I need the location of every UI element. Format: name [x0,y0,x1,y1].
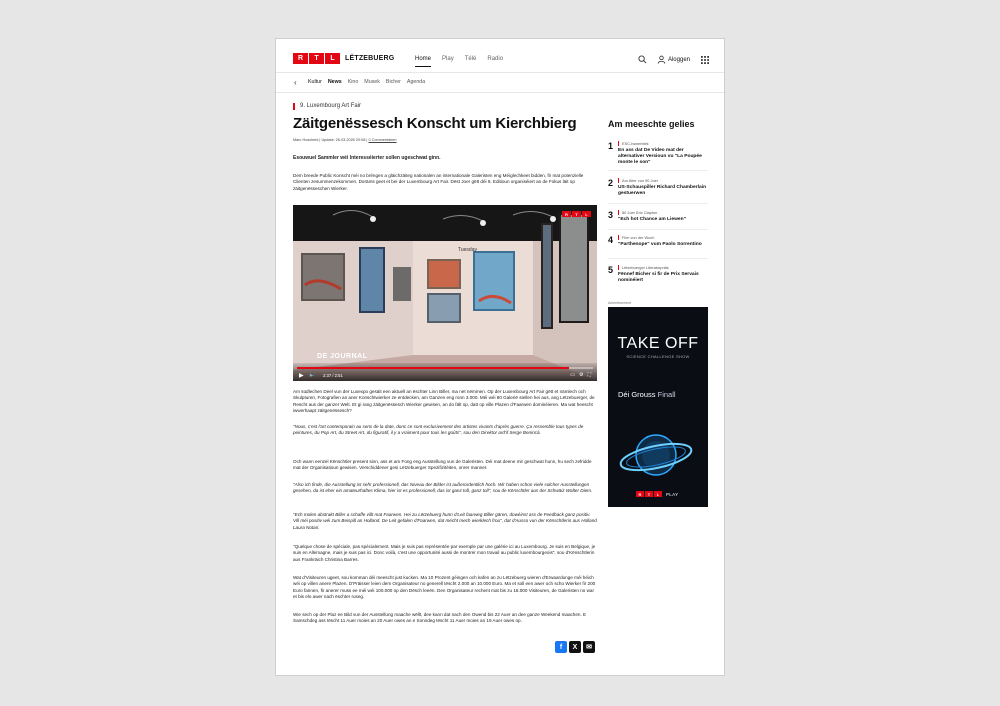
header-actions [638,55,709,64]
logo-letter: T [572,211,581,217]
subnav-kultur[interactable]: Kultur [308,79,322,85]
most-read-item[interactable] [608,210,708,230]
share-buttons [555,641,595,653]
article-paragraph: "Quelque chose de spéciale, pas spécialement. Mais je suis pas représentée par exemple par une galérie ici au Luxembourg. Je suis en Belgique, je suis en Allemagne, mais je suis pas ici. Donc voilà, c'est une opportunité aussi de montrer mon travail au public luxembourgeois", sou d'Kënschtlerin aus Frankräich Christina Barres. [293,544,596,562]
video-progress-bar[interactable] [297,367,593,369]
update-time: Update: 26.03.2026 20:08 [321,138,366,142]
ad-title: TAKE OFF [617,335,699,352]
author-name[interactable]: Marc Hoscheid [293,138,319,142]
article-paragraph: Wat d'Visiteuren ugeet, sou komman déi meescht just kucken. Ma 10 Prozent géingen och kafen an zu Lëtzebuerg wieren d'Erwaardunge méi héich wéi op villen anere Plazen. D'Präisser leien dem Organisateur no generell tëscht 2.000 an 10.000 Euro. Ma et soll een awer och scho Wierker fir 200 Euro fannen, fir anerer muss ee méi wéi 100.000 op den Dësch leeën. Den Organisateur rechent mat bis zu 18.000 Visiteuren, de Galeristen no war et bis elo awer nach ëschter ruseg. [293,575,596,600]
most-read-item[interactable] [608,235,708,259]
ad-headline-a: Déi Grouss [618,390,656,399]
article-quote: "Also ich finde, die Ausstellung ist sehr professionell, das Niveau der Bilder ist außerordentlich hoch. Wir haben schon viele solcher Ausstellungen gesehen, da ist eher ein amateurhaftes Klima, hier ist es professionell, das ist ganz toll, ganz toll", sou de Kënschtler aus der Schwäiz Walter Diem. [293,482,593,494]
article-paragraph: Och wann eenzel Kënschtler present sinn, ass et am Fong eng Ausstellung vun de Galeristen. Déi mat deene mir geschwat hunn, hu sech zefridde mat der Organisatioun gewisen. Verschiddener gesi Lëtzebuerger Spezifizitéiten, onrer manner. [293,459,592,471]
brand-name: LËTZEBUERG [345,55,395,62]
mail-icon[interactable]: ✉ [583,641,595,653]
most-read-title: Am meeschte gelies [608,119,695,129]
video-player[interactable] [293,205,597,381]
subnav-bicher[interactable]: Bicher [385,79,401,85]
most-read-item[interactable] [608,178,708,204]
logo-letter: L [582,211,591,217]
play-icon[interactable]: ▶ [299,373,304,379]
logo-letter: R [636,491,644,497]
video-controls [293,363,597,381]
video-rtl-logo [562,211,591,217]
nav-radio[interactable]: Radio [487,56,504,62]
apps-grid-icon[interactable] [701,56,709,64]
article-page [275,38,725,676]
rank-number: 4 [608,235,614,245]
ad-orbit-graphic [608,419,708,489]
ad-play-label: PLAY [666,491,679,497]
volume-icon[interactable]: 🔈 [309,372,316,378]
article-lead: Esouwuel Sammler wéi Interesséierter sollen ugeschwat ginn. [293,155,441,161]
article-quote: "Nous, c'est l'art contemporain au sens de la date, donc ce sont exclusivement des artistes vivants d'après guerre. Ça ressemble tous types de peintures, du Pop Art, du Street Art, du figuratif, il y a vraiment pour tous les goûts", sou den Direktor ard'if Serge Benincà. [293,424,584,436]
section-nav [308,79,425,85]
ad-subtitle: SCIENCE CHALLENGE SHOW [626,354,690,359]
comments-link[interactable]: 0 Commentairen [368,138,397,142]
logo-letter: R [562,211,571,217]
most-read-item[interactable] [608,141,708,171]
logo-letter: T [309,53,324,64]
login-link[interactable]: Aloggen [667,56,690,63]
wall-sign: Tuesday [458,247,477,253]
nav-tele[interactable]: Télé [464,56,477,62]
nav-play[interactable]: Play [442,56,454,62]
video-progress-fill [297,367,569,369]
article-intro: Dem breede Public Konscht méi no bréngen a gläichzäiteg nationalen an internationale Galeristen eng Méiglechkeet bidden, fir mat potenzielle Clienten zesummenzekommen. Doräms geet et bei der Luxembourg Art Fair. Dëst Joer gëtt déi 9. Editioun organiséiert an de Fokus läit op zäitgenësseschen Wierker. [293,173,584,191]
ad-headline-b: Finall [657,390,676,399]
article-title: Zäitgenëssesch Konscht um Kierchbierg [293,115,577,132]
rank-category: Film vun der Woch [618,235,654,240]
rank-category: ESC-Iwwerblek [618,141,649,146]
nav-home[interactable]: Home [415,56,432,62]
logo-letter: T [645,491,653,497]
rank-category: Am Alter vun 90 Joer [618,178,658,183]
ad-headline [618,390,676,399]
rank-number: 5 [608,265,614,275]
back-chevron-icon[interactable]: ‹ [294,78,297,87]
rank-title: Fënnef Bicher si fir de Prix Servais nominéiert [618,272,699,283]
rank-title: "Ech hot Chance am Liewen" [618,217,686,222]
subnav-news[interactable]: News [327,79,342,85]
rank-title: US-Schauspiller Richard Chamberlain gestuerwen [618,185,707,196]
ad-rtl-play-logo [636,491,678,497]
logo-letter: L [654,491,662,497]
x-icon[interactable]: X [569,641,581,653]
article-paragraph: Wie sech op der Plaz ee Bild vun der Ausstellung maache wëllt, dee kann dat nach den Owend bis 22 Auer an dee ganze Weekend maachen. E Samschdeg ass tëscht 11 Auer moies an 20 Auer owes an e Sonndeg tëscht 11 Auer moies an 19 Auer owes op. [293,612,587,624]
top-navigation-bar [276,39,725,73]
subtitles-icon[interactable]: ▭ [570,372,575,378]
video-right-controls [570,372,591,378]
fullscreen-icon[interactable]: ⛶ [587,372,591,378]
subnav-agenda[interactable]: Agenda [406,79,426,85]
rank-number: 2 [608,178,614,188]
article-paragraph: Am südlechen Deel vun der Luxexpo gesäit een aktuell an ëschter Linn Biller, ma net nëmmen. Op der Luxembourg Art Fair gëtt et nämlech och Skulpturen, Fotografien an aner Konschtwierker ze entdecken, am Ganzen eng ronn 3.000. Méi wéi 80 Galerië stellen hei aus, ang Lëtzebuerger, de Rescht aus der ganzer Welt. Et gi rang zäitgenëssesch Wierker gewisen, an do fält op, datt op ville Plazen d'Faarwen dominéieren. Ma wat heescht iwwerhaapt zäitgenëssesch? [293,389,595,414]
rank-title: En ass dat De Video mat der alternativer Versioun vu "La Poupée monte le son" [618,148,702,165]
rank-number: 3 [608,210,614,220]
video-show-label: DE JOURNAL [317,353,368,360]
rtl-logo[interactable] [293,53,394,64]
user-icon[interactable] [657,55,666,64]
rank-category: Lëtzebuerger Literaturpräis [618,265,669,270]
video-time: 2:37 / 2:51 [323,373,343,378]
search-icon[interactable] [638,55,647,64]
subnav-kino[interactable]: Kino [347,79,359,85]
logo-letter: L [325,53,340,64]
settings-icon[interactable]: ⚙ [579,372,584,378]
article-meta: Marc Hoscheid | Update: 26.03.2026 20:08 | 0 Commentairen [293,138,397,142]
facebook-icon[interactable]: f [555,641,567,653]
most-read-item[interactable] [608,265,708,291]
advertisement-banner[interactable] [608,307,708,507]
section-nav-bar [276,73,725,93]
subnav-musek[interactable]: Musek [364,79,380,85]
article-kicker[interactable]: 9. Luxembourg Art Fair [293,103,361,110]
article-quote: "Ech molen abstrakt Biller a schaffe villt mat Faarwen. Hei zu Lëtzebuerg hunn d'Leit faarweg Biller gären, dowéinst ass de Feedback ganz positiv. Vill méi positiv wéi zum Beispill an Holland. De Leit gefalen d'Faarwen, dat mécht mech wierklech frou", dat d'Ausso vun der Kënschtlerin aus Holland Laura Notari. [293,512,597,530]
logo-letter: R [293,53,308,64]
rank-category: 80 Joer Eric Clapton [618,210,657,215]
rank-number: 1 [608,141,614,151]
rank-title: "Parthenope" vum Paolo Sorrentino [618,242,702,247]
main-nav [415,56,503,62]
ad-label: Advertisement [608,301,631,305]
